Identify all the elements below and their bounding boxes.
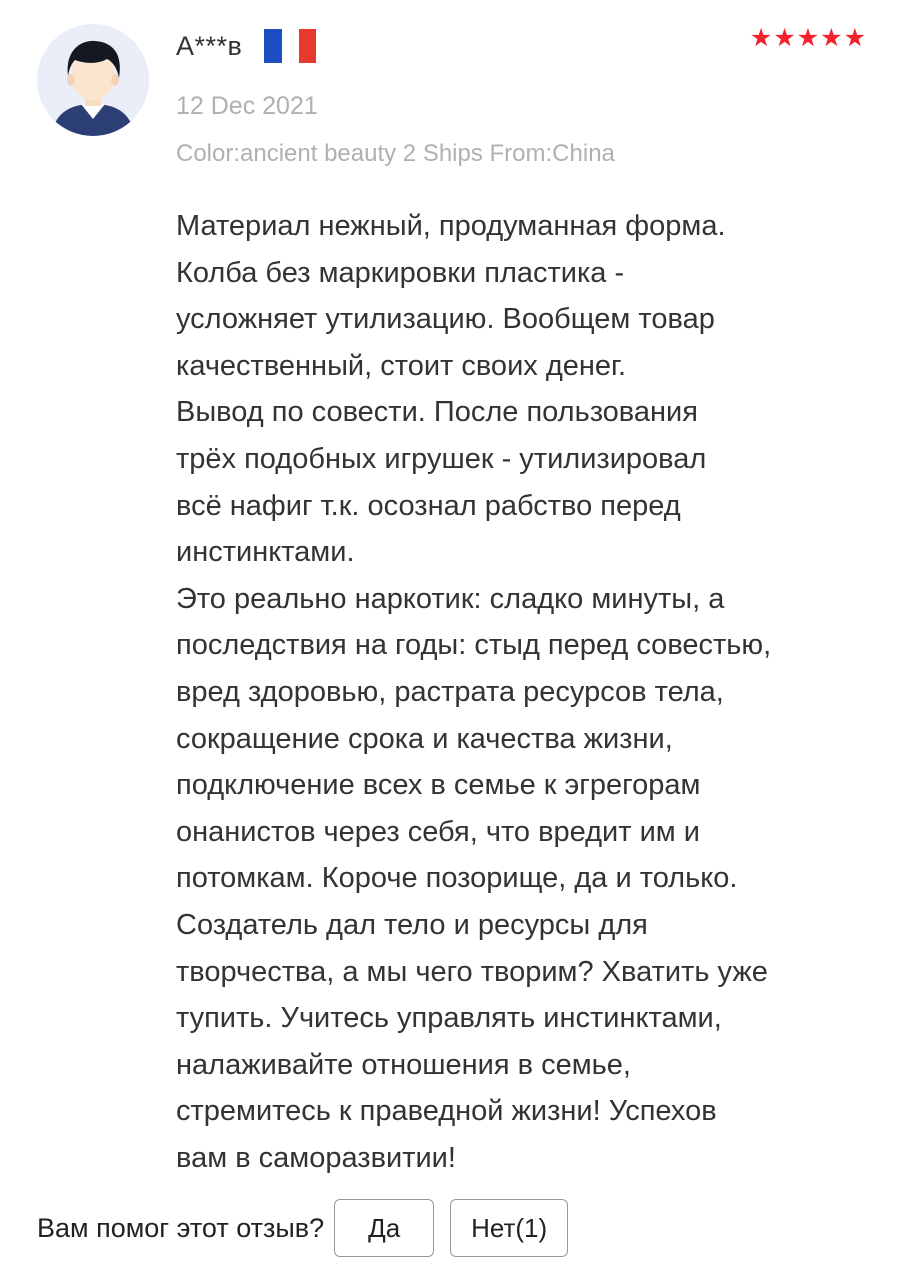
star-icon: ★ (749, 23, 773, 52)
flag-stripe-blue (264, 29, 281, 63)
star-icon: ★ (820, 23, 843, 52)
flag-stripe-red (299, 29, 316, 63)
star-rating (750, 24, 866, 52)
sku-info: Color:ancient beauty 2 Ships From:China (176, 140, 615, 167)
author-line (176, 26, 316, 66)
review-text: Материал нежный, продуманная форма. Колба без маркировки пластика - усложняет утилизацию. Вообщем товар качественный, стоит своих денег. Вывод по совести. После пользования трёх подобных игрушек - утилизировал всё нафиг т.к. осознал рабство перед инстинктами. Это реально наркотик: сладко минуты, а последствия на годы: стыд перед совестью, вред здоровью, растрата ресурсов тела, сокращение срока и качества жизни, подключение всех в семье к эгрегорам онанистов через себя, что вредит им и потомкам. Короче позорище, да и только. Создатель дал тело и ресурсы для творчества, а мы чего творим? Хватить уже тупить. Учитесь управлять инстинктами, налаживайте отношения в семье, стремитесь к праведной жизни! Успехов вам в саморазвитии! (176, 210, 772, 1174)
star-icon: ★ (773, 23, 796, 52)
flag-stripe-white (282, 29, 299, 63)
france-flag-icon (264, 29, 316, 63)
helpful-question: Вам помог этот отзыв? (37, 1212, 325, 1243)
helpful-no-button[interactable]: Нет(1) (450, 1199, 568, 1257)
author-name: А***в (176, 30, 243, 61)
review-date: 12 Dec 2021 (176, 92, 318, 120)
user-avatar-icon (37, 24, 149, 136)
helpful-yes-button[interactable]: Да (334, 1199, 434, 1257)
star-icon: ★ (843, 23, 866, 52)
helpful-prompt (37, 1198, 568, 1258)
star-icon: ★ (796, 23, 820, 52)
